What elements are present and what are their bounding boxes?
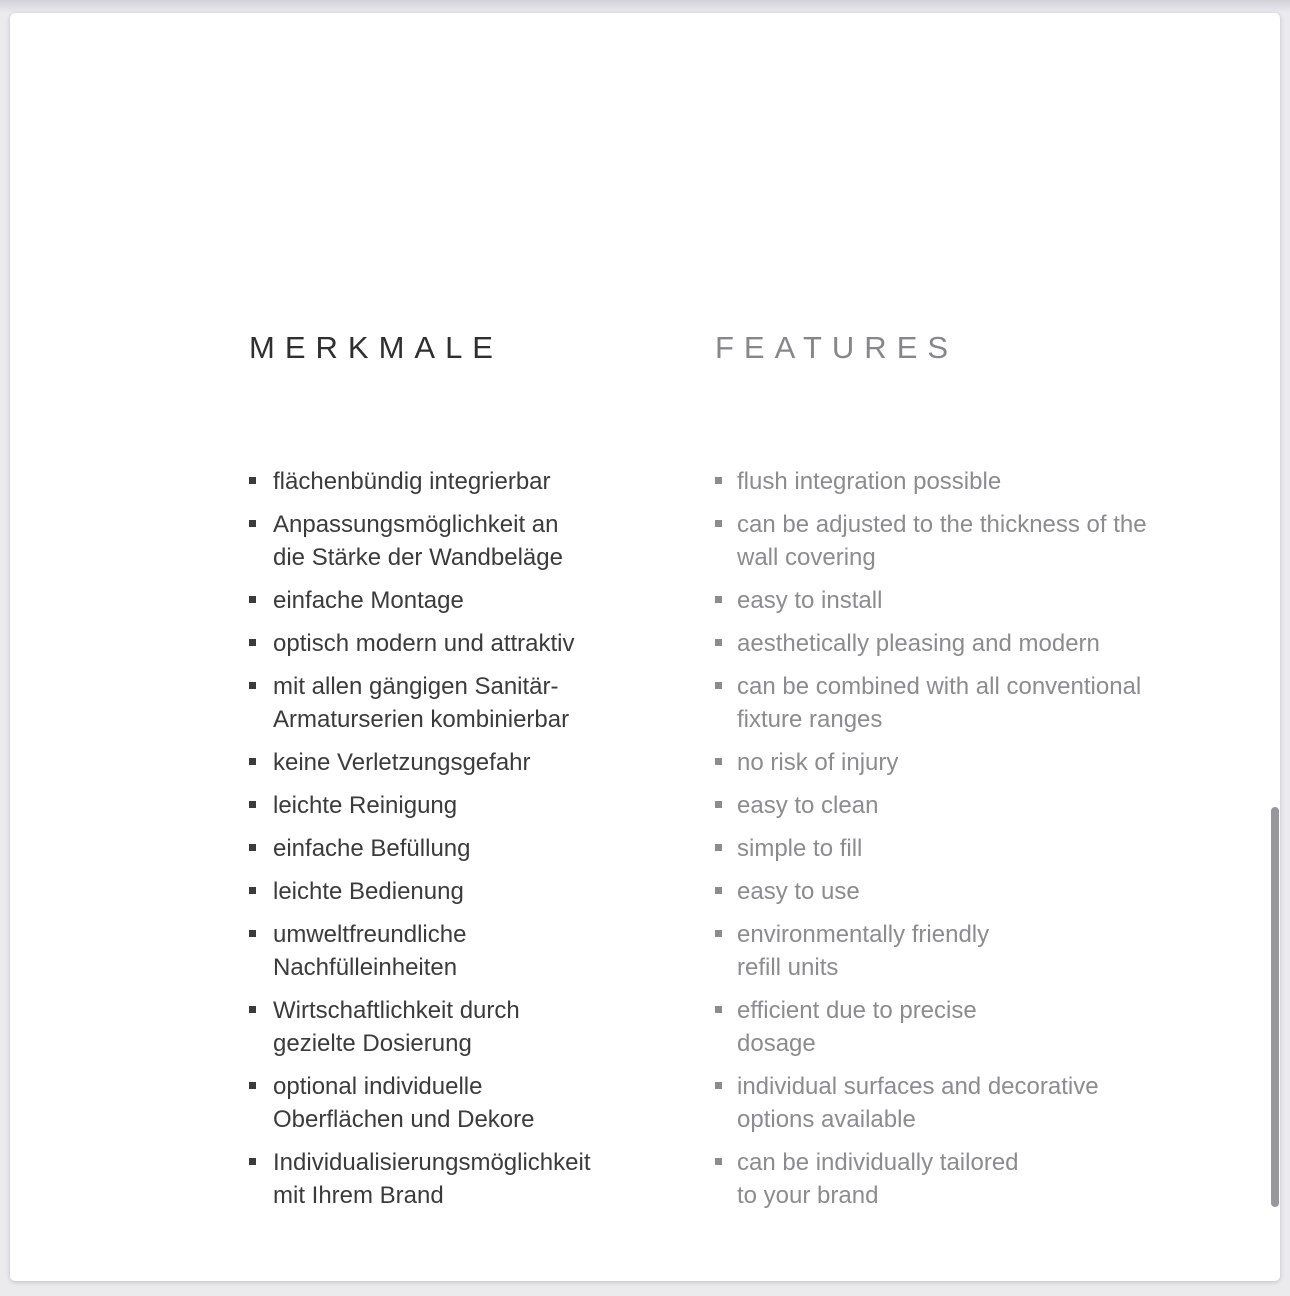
list-item-text: optisch modern und attraktiv [273, 630, 575, 657]
list-item-text: Anpassungsmöglichkeit an die Stärke der Wandbeläge [273, 511, 563, 571]
bullet-square-icon [249, 758, 256, 765]
list-item-text: efficient due to precise dosage [737, 997, 977, 1057]
list-item-text: environmentally friendly refill units [737, 921, 990, 981]
column-features [715, 331, 1235, 1222]
bullet-square-icon [249, 520, 256, 527]
list-item-text: einfache Montage [273, 587, 464, 614]
list-item-text: aesthetically pleasing and modern [737, 630, 1100, 657]
list-item [715, 508, 1235, 574]
list-item [249, 746, 689, 779]
list-item [249, 1070, 689, 1136]
heading-features: FEATURES [715, 330, 959, 365]
list-item [249, 875, 689, 908]
bullet-square-icon [715, 477, 722, 484]
list-item-text: leichte Reinigung [273, 792, 458, 819]
bullet-square-icon [249, 1006, 256, 1013]
features-item-list [715, 465, 1235, 1212]
top-shadow-band [0, 0, 1290, 13]
list-item [249, 670, 689, 736]
list-item-text: mit allen gängigen Sanitär- Armaturserien kombinierbar [273, 673, 570, 733]
bullet-square-icon [715, 844, 722, 851]
list-item-text: einfache Befüllung [273, 835, 471, 862]
bullet-square-icon [249, 930, 256, 937]
list-item-text: flush integration possible [737, 468, 1002, 495]
list-item [715, 789, 1235, 822]
bullet-square-icon [249, 801, 256, 808]
list-item-text: optional individuelle Oberflächen und Dekore [273, 1073, 535, 1133]
list-item [249, 832, 689, 865]
list-item [715, 918, 1235, 984]
list-item-text: simple to fill [737, 835, 863, 862]
list-item [249, 1146, 689, 1212]
list-item-text: leichte Bedienung [273, 878, 464, 905]
list-item [715, 1146, 1235, 1212]
list-item [715, 875, 1235, 908]
list-item [715, 746, 1235, 779]
bullet-square-icon [715, 1158, 722, 1165]
document-page [10, 13, 1280, 1281]
list-item [249, 627, 689, 660]
bullet-square-icon [715, 887, 722, 894]
list-item-text: can be individually tailored to your brand [737, 1149, 1019, 1209]
bullet-square-icon [715, 758, 722, 765]
heading-merkmale: MERKMALE [249, 330, 503, 365]
list-item-text: no risk of injury [737, 749, 899, 776]
list-item-text: easy to clean [737, 792, 879, 819]
list-item-text: Wirtschaftlichkeit durch gezielte Dosierung [273, 997, 520, 1057]
list-item [249, 994, 689, 1060]
list-item [715, 994, 1235, 1060]
list-item-text: Individualisierungsmöglichkeit mit Ihrem Brand [273, 1149, 591, 1209]
bullet-square-icon [249, 1082, 256, 1089]
list-item-text: can be combined with all conventional fixture ranges [737, 673, 1142, 733]
column-merkmale [249, 331, 689, 1222]
bullet-square-icon [715, 520, 722, 527]
list-item-text: individual surfaces and decorative options available [737, 1073, 1099, 1133]
bullet-square-icon [715, 639, 722, 646]
bullet-square-icon [249, 477, 256, 484]
list-item-text: umweltfreundliche Nachfülleinheiten [273, 921, 467, 981]
list-item-text: easy to install [737, 587, 883, 614]
list-item [715, 832, 1235, 865]
list-item [249, 584, 689, 617]
list-item-text: flächenbündig integrierbar [273, 468, 551, 495]
list-item [249, 789, 689, 822]
list-item [715, 465, 1235, 498]
bullet-square-icon [715, 801, 722, 808]
bullet-square-icon [715, 930, 722, 937]
list-item-text: easy to use [737, 878, 860, 905]
list-item [715, 584, 1235, 617]
list-item [715, 670, 1235, 736]
list-item [249, 508, 689, 574]
list-item [715, 627, 1235, 660]
bullet-square-icon [249, 1158, 256, 1165]
list-item-text: keine Verletzungsgefahr [273, 749, 531, 776]
bullet-square-icon [249, 887, 256, 894]
bullet-square-icon [249, 844, 256, 851]
bullet-square-icon [249, 682, 256, 689]
bullet-square-icon [715, 1006, 722, 1013]
bullet-square-icon [249, 639, 256, 646]
bullet-square-icon [715, 682, 722, 689]
list-item [249, 918, 689, 984]
list-item [249, 465, 689, 498]
merkmale-item-list [249, 465, 689, 1212]
bullet-square-icon [249, 596, 256, 603]
list-item-text: can be adjusted to the thickness of the wall covering [737, 511, 1147, 571]
list-item [715, 1070, 1235, 1136]
vertical-scrollbar-thumb[interactable] [1271, 807, 1279, 1207]
bullet-square-icon [715, 1082, 722, 1089]
bullet-square-icon [715, 596, 722, 603]
